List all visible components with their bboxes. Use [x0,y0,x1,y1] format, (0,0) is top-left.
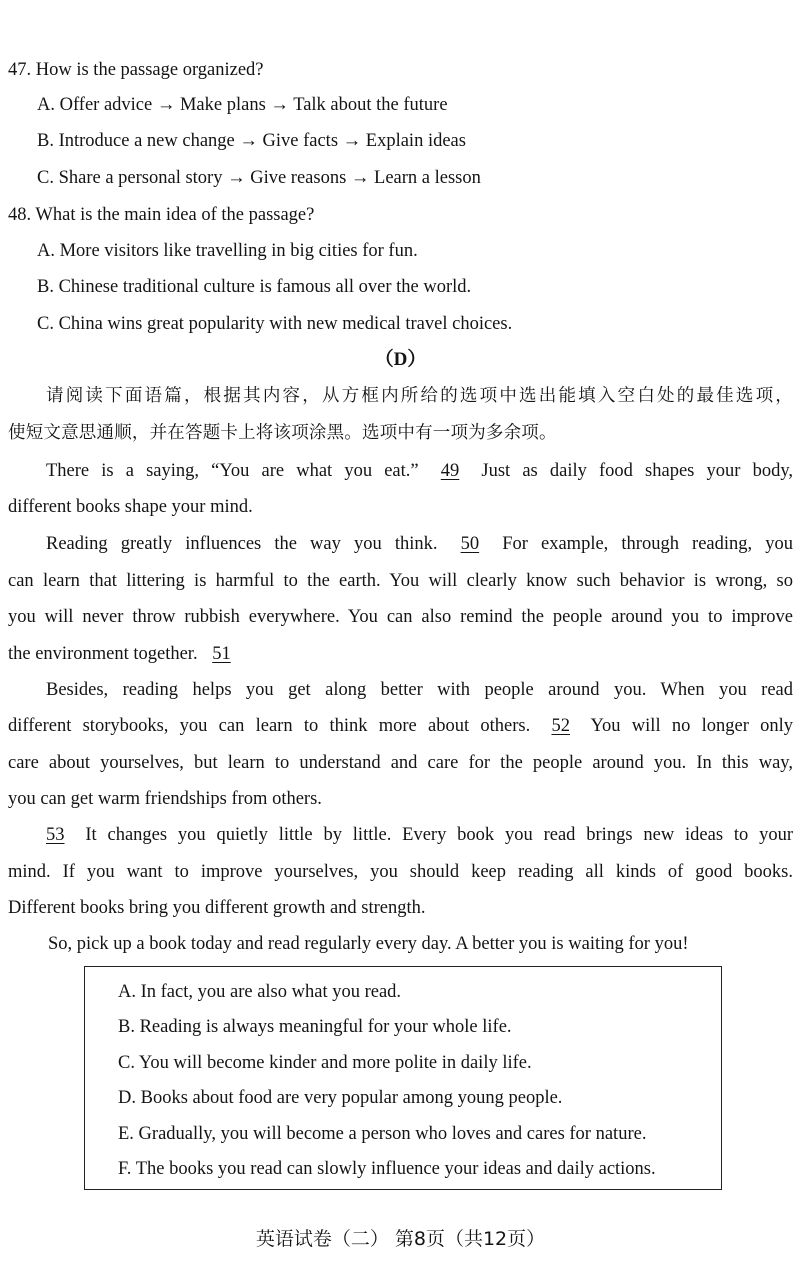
passage-text: There is a saying, “You are what you eat.” [46,461,419,481]
section-heading: （D） [374,349,427,370]
paragraph-1-line-1 [46,458,793,484]
paragraph-3-line-3: care about yourselves, but learn to understand and care for the people around you. In this way, [8,753,793,773]
blank-53: 53 [46,825,65,845]
question-48-option-a: A. More visitors like travelling in big cities for fun. [37,241,418,261]
box-option-b: B. Reading is always meaningful for your whole life. [118,1017,512,1037]
question-48-stem: 48. What is the main idea of the passage? [8,205,315,225]
passage-text: different storybooks, you can learn to think more about others. [8,716,531,736]
box-option-d: D. Books about food are very popular among young people. [118,1088,563,1108]
box-option-f: F. The books you read can slowly influence your ideas and daily actions. [118,1159,656,1179]
paragraph-2-line-3: you will never throw rubbish everywhere. You can also remind the people around you to improve [8,607,793,627]
paragraph-4-line-3: Different books bring you different growth and strength. [8,898,426,918]
question-48-option-c: C. China wins great popularity with new medical travel choices. [37,314,513,334]
paragraph-3-line-1: Besides, reading helps you get along better with people around you. When you read [46,680,793,700]
blank-49: 49 [440,461,460,481]
page-footer: 英语试卷（二） 第8页（共12页） [255,1228,546,1250]
box-option-e: E. Gradually, you will become a person who loves and cares for nature. [118,1124,647,1144]
paragraph-2-line-4 [8,641,241,667]
passage-text: the environment together. [8,644,198,664]
passage-text: You will no longer only [590,716,793,736]
question-47-option-c: C. Share a personal story → Give reasons → Learn a lesson [37,168,481,188]
passage-text: It changes you quietly little by little. Every book you read brings new ideas to your [85,825,793,845]
question-47-stem: 47. How is the passage organized? [8,60,264,80]
question-47-option-a: A. Offer advice → Make plans → Talk about the future [37,95,448,115]
instruction-line-2: 使短文意思通顺，并在答题卡上将该项涂黑。选项中有一项为多余项。 [8,423,557,443]
passage-text: Just as daily food shapes your body, [481,461,793,481]
box-option-c: C. You will become kinder and more polite in daily life. [118,1053,532,1073]
question-48-option-b: B. Chinese traditional culture is famous all over the world. [37,277,472,297]
blank-50: 50 [460,534,480,554]
paragraph-3-line-2 [8,713,793,739]
options-box [84,966,722,1190]
passage-text: Reading greatly influences the way you think. [46,534,438,554]
blank-52: 52 [551,716,570,736]
question-47-option-b: B. Introduce a new change → Give facts → Explain ideas [37,131,466,151]
box-option-a: A. In fact, you are also what you read. [118,982,402,1002]
instruction-line-1: 请阅读下面语篇，根据其内容，从方框内所给的选项中选出能填入空白处的最佳选项， [46,386,793,406]
paragraph-4-line-1 [46,822,793,848]
passage-text: For example, through reading, you [502,534,794,554]
paragraph-2-line-2: can learn that littering is harmful to the earth. You will clearly know such behavior is wrong, so [8,571,793,591]
paragraph-4-line-2: mind. If you want to improve yourselves, you should keep reading all kinds of good books. [8,862,793,882]
paragraph-5-line-1: So, pick up a book today and read regularly every day. A better you is waiting for you! [48,934,689,954]
blank-51: 51 [212,644,231,664]
paragraph-2-line-1 [46,531,793,557]
paragraph-1-line-2: different books shape your mind. [8,497,253,517]
paragraph-3-line-4: you can get warm friendships from others. [8,789,322,809]
